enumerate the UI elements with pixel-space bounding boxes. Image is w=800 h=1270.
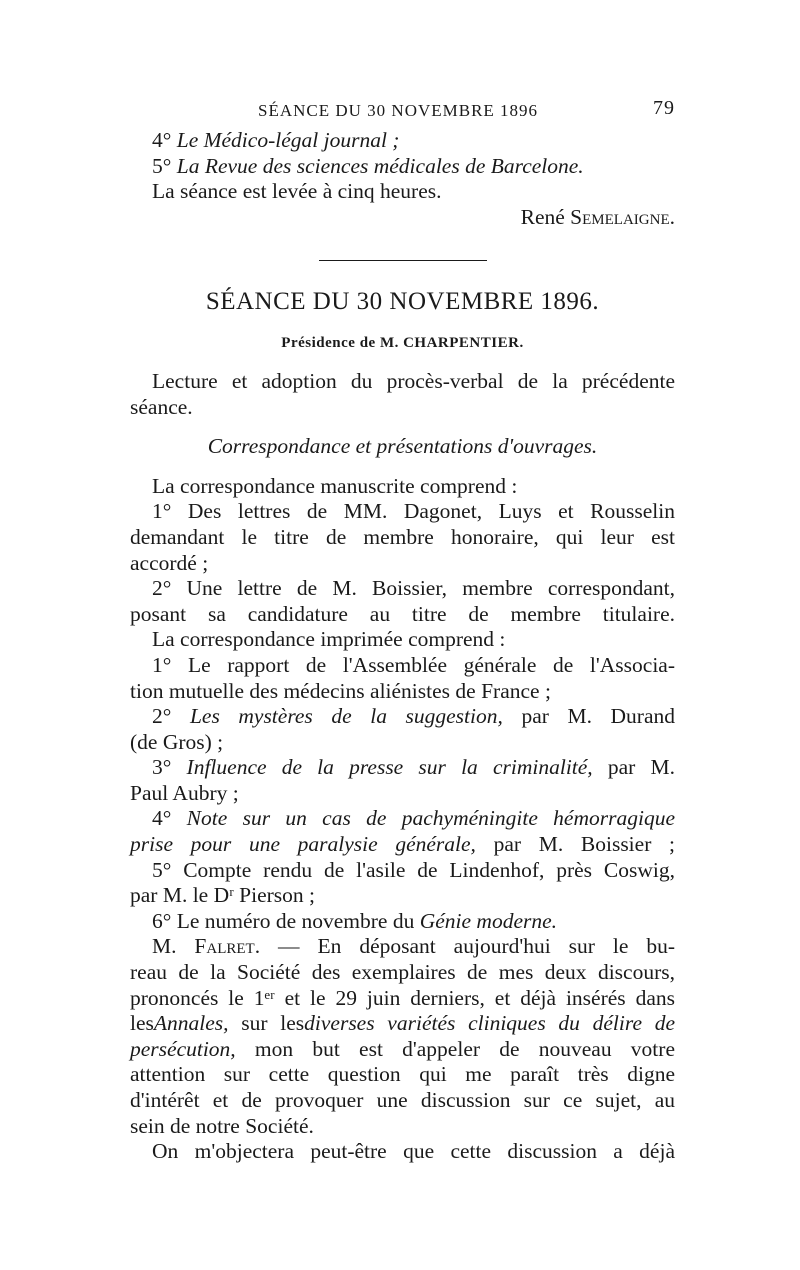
imprimee-item-2-line-1 — [130, 704, 675, 730]
falret-line-3: prononcés le 1ᵉʳ et le 29 juin derniers, et déjà insérés dans — [130, 985, 675, 1010]
signature-last-name: Semelaigne. — [570, 204, 675, 229]
item-number: 4° — [152, 806, 172, 831]
work-title: diverses variétés cliniques du délire de — [304, 1011, 675, 1036]
running-head — [130, 96, 675, 122]
imprimee-item-1-line-2: tion mutuelle des médecins aliénistes de France ; — [130, 678, 551, 703]
imprimee-item-1-line-1: 1° Le rapport de l'Assemblée générale de l'Associa- — [152, 652, 675, 677]
item-number: 5° — [152, 153, 172, 178]
falret-line-5 — [130, 1037, 675, 1063]
item-number: 2° — [152, 704, 172, 729]
page-number: 79 — [653, 97, 675, 119]
running-head-title: SÉANCE DU 30 NOVEMBRE 1896 — [258, 101, 539, 120]
imprimee-item-6 — [130, 909, 675, 935]
list-item — [130, 154, 675, 180]
imprimee-item-4-line-1 — [130, 806, 675, 832]
falret-line-8: sein de notre Société. — [130, 1113, 314, 1138]
imprimee-item-4-line-2 — [130, 832, 675, 858]
manuscrite-item-2-line-1: 2° Une lettre de M. Boissier, membre correspondant, — [152, 576, 675, 601]
item-title: Les mystères de la suggestion, — [189, 704, 503, 729]
speaker-name: M. Falret. — [152, 934, 261, 959]
falret-line-9: On m'objectera peut-être que cette discussion a déjà — [152, 1139, 675, 1164]
imprimee-item-2-line-2: (de Gros) ; — [130, 729, 224, 754]
item-title: Le Médico-légal journal ; — [176, 128, 400, 152]
speech-text: les — [130, 1011, 154, 1036]
falret-line-6: attention sur cette question qui me paraît très digne — [130, 1062, 675, 1087]
manuscrite-item-1-line-1: 1° Des lettres de MM. Dagonet, Luys et Rousselin — [152, 499, 675, 524]
item-title: Note sur un cas de pachyméningite hémorragique — [186, 806, 675, 831]
manuscrite-intro: La correspondance manuscrite comprend : — [152, 473, 518, 498]
item-title: La Revue des sciences médicales de Barcelone. — [176, 153, 584, 178]
signature — [130, 205, 675, 231]
falret-line-4 — [130, 1011, 675, 1037]
imprimee-item-5-line-1: 5° Compte rendu de l'asile de Lindenhof, près Coswig, — [152, 857, 675, 882]
item-number: 4° — [152, 128, 172, 152]
speech-text: — En déposant aujourd'hui sur le bu- — [278, 934, 675, 959]
item-text: 6° Le numéro de novembre du — [152, 908, 415, 933]
item-title: Génie moderne. — [419, 908, 558, 933]
lecture-line-1: Lecture et adoption du procès-verbal de la précédente — [152, 368, 675, 393]
item-author: par M. Boissier ; — [493, 832, 675, 857]
section-divider — [319, 260, 487, 261]
falret-line-1 — [130, 934, 675, 960]
document-page — [130, 96, 675, 1165]
seance-title: SÉANCE DU 30 NOVEMBRE 1896. — [205, 288, 600, 316]
imprimee-item-3-line-2: Paul Aubry ; — [130, 780, 239, 805]
falret-line-7: d'intérêt et de provoquer une discussion sur ce sujet, au — [130, 1088, 675, 1112]
list-item — [130, 128, 675, 154]
journal-title: Annales, — [153, 1011, 229, 1036]
item-title: prise pour une paralysie générale, — [130, 832, 476, 857]
work-title: persécution, — [130, 1036, 236, 1061]
imprimee-item-5-line-2: par M. le Dʳ Pierson ; — [130, 883, 316, 908]
closing-line: La séance est levée à cinq heures. — [152, 179, 442, 204]
speech-text: sur les — [241, 1011, 305, 1036]
manuscrite-item-1-line-3: accordé ; — [130, 550, 209, 575]
item-author: par M. Durand — [521, 704, 676, 729]
imprimee-item-3-line-1 — [130, 755, 675, 781]
item-title: Influence de la presse sur la criminalité, — [186, 755, 593, 780]
manuscrite-item-1-line-2: demandant le titre de membre honoraire, qui leur est — [130, 524, 675, 549]
imprimee-intro: La correspondance imprimée comprend : — [152, 627, 506, 652]
manuscrite-item-2-line-2: posant sa candidature au titre de membre titulaire. — [130, 601, 675, 626]
presidence-line: Présidence de M. CHARPENTIER. — [281, 335, 524, 352]
lecture-line-2: séance. — [130, 394, 193, 419]
signature-first-name: René — [520, 204, 565, 229]
section-heading: Correspondance et présentations d'ouvrages. — [207, 434, 598, 459]
item-author: par M. — [607, 755, 675, 780]
item-number: 3° — [152, 755, 172, 780]
speech-text: mon but est d'appeler de nouveau votre — [254, 1036, 675, 1061]
falret-line-2: reau de la Société des exemplaires de mes deux discours, — [130, 960, 675, 985]
